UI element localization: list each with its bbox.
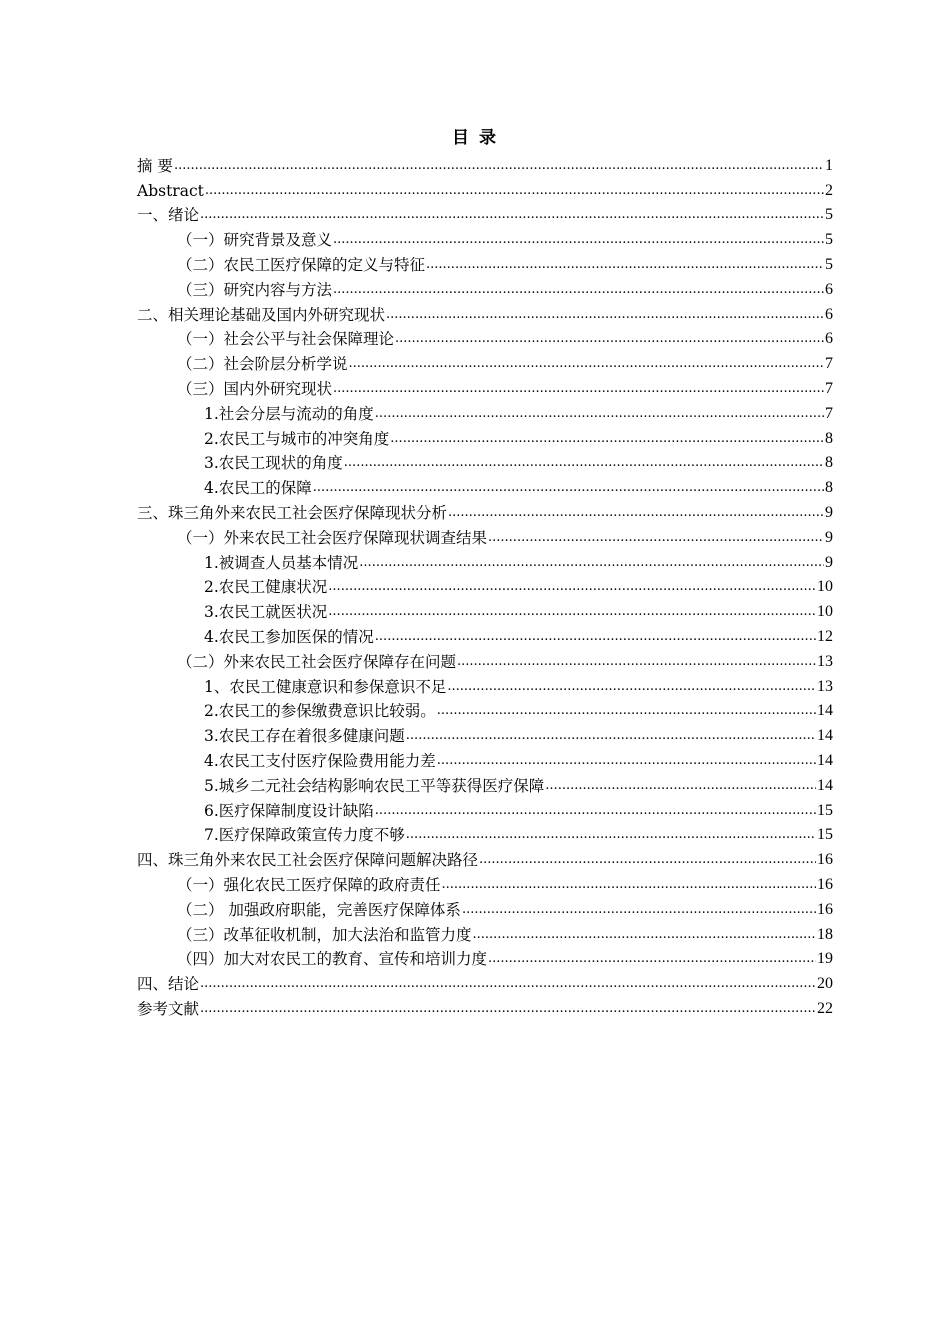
toc-entry-page: 9 <box>825 553 833 571</box>
toc-entry[interactable] <box>137 498 833 523</box>
toc-entry-page: 5 <box>825 255 833 273</box>
dot-leader <box>333 282 824 298</box>
toc-entry-page: 15 <box>817 801 833 819</box>
toc-entry-title: 1、农民工健康意识和参保意识不足 <box>204 677 447 696</box>
dot-leader <box>545 778 816 794</box>
toc-entry-title: （三）研究内容与方法 <box>177 280 333 299</box>
dot-leader <box>200 976 816 992</box>
toc-entry-page: 19 <box>817 950 833 968</box>
toc-entry-page: 9 <box>825 528 833 546</box>
toc-entry-title: （二） 加强政府职能，完善医疗保障体系 <box>177 900 461 919</box>
toc-entry-title: 5.城乡二元社会结构影响农民工平等获得医疗保障 <box>204 776 545 795</box>
toc-entry-page: 1 <box>825 156 833 174</box>
dot-leader <box>328 579 816 595</box>
toc-entry-page: 16 <box>817 851 833 869</box>
toc-entry[interactable] <box>137 399 833 424</box>
dot-leader <box>447 679 816 695</box>
dot-leader <box>479 852 816 868</box>
toc-entry[interactable] <box>137 821 833 846</box>
dot-leader <box>344 455 824 471</box>
table-of-contents <box>137 151 833 1019</box>
toc-entry-title: 3.农民工存在着很多健康问题 <box>204 727 405 746</box>
toc-entry[interactable] <box>137 969 833 994</box>
toc-entry-page: 13 <box>817 652 833 670</box>
toc-entry[interactable] <box>137 721 833 746</box>
dot-leader <box>406 728 816 744</box>
toc-entry-page: 7 <box>825 379 833 397</box>
toc-entry-page: 22 <box>817 999 833 1017</box>
dot-leader <box>406 827 816 843</box>
toc-entry[interactable] <box>137 250 833 275</box>
toc-entry-title: （三）国内外研究现状 <box>177 379 333 398</box>
toc-entry-page: 13 <box>817 677 833 695</box>
toc-entry[interactable] <box>137 870 833 895</box>
toc-entry-title: 三、珠三角外来农民工社会医疗保障现状分析 <box>137 503 448 522</box>
dot-leader <box>205 183 824 199</box>
toc-entry-page: 9 <box>825 503 833 521</box>
toc-entry[interactable] <box>137 523 833 548</box>
toc-entry[interactable] <box>137 597 833 622</box>
toc-entry-page: 14 <box>817 702 833 720</box>
dot-leader <box>437 703 816 719</box>
toc-entry-page: 5 <box>825 231 833 249</box>
toc-entry[interactable] <box>137 473 833 498</box>
toc-entry-title: 3.农民工现状的角度 <box>204 454 343 473</box>
toc-entry-title: （四）加大对农民工的教育、宣传和培训力度 <box>177 950 488 969</box>
dot-leader <box>426 257 824 273</box>
toc-entry-page: 12 <box>817 627 833 645</box>
toc-entry-title: 3.农民工就医状况 <box>204 603 328 622</box>
toc-entry-page: 5 <box>825 206 833 224</box>
dot-leader <box>390 431 824 447</box>
toc-entry[interactable] <box>137 548 833 573</box>
toc-entry-page: 8 <box>825 479 833 497</box>
toc-entry-title: （二）外来农民工社会医疗保障存在问题 <box>177 652 457 671</box>
toc-entry-page: 14 <box>817 751 833 769</box>
dot-leader <box>333 381 824 397</box>
toc-entry-title: 7.医疗保障政策宣传力度不够 <box>204 826 405 845</box>
toc-entry[interactable] <box>137 225 833 250</box>
toc-entry-title: 4.农民工支付医疗保险费用能力差 <box>204 751 436 770</box>
toc-entry[interactable] <box>137 176 833 201</box>
toc-entry-title: （一）研究背景及意义 <box>177 231 333 250</box>
toc-entry[interactable] <box>137 300 833 325</box>
dot-leader <box>386 307 824 323</box>
toc-entry[interactable] <box>137 201 833 226</box>
toc-entry-title: Abstract <box>137 181 204 200</box>
dot-leader <box>328 604 816 620</box>
toc-entry[interactable] <box>137 746 833 771</box>
toc-entry[interactable] <box>137 573 833 598</box>
dot-leader <box>473 927 816 943</box>
dot-leader <box>359 555 824 571</box>
toc-entry-title: 四、珠三角外来农民工社会医疗保障问题解决路径 <box>137 851 479 870</box>
dot-leader <box>349 356 824 372</box>
toc-entry-page: 6 <box>825 330 833 348</box>
toc-entry-title: 二、相关理论基础及国内外研究现状 <box>137 305 386 324</box>
dot-leader <box>442 877 816 893</box>
toc-entry-title: 摘 要 <box>137 156 173 175</box>
toc-entry-page: 14 <box>817 776 833 794</box>
dot-leader <box>375 629 816 645</box>
toc-entry[interactable] <box>137 151 833 176</box>
dot-leader <box>333 232 824 248</box>
dot-leader <box>200 207 824 223</box>
toc-entry-page: 7 <box>825 404 833 422</box>
toc-entry-page: 16 <box>817 875 833 893</box>
toc-entry-title: 2.农民工与城市的冲突角度 <box>204 429 390 448</box>
toc-entry-page: 14 <box>817 727 833 745</box>
page-title: 目 录 <box>452 128 498 148</box>
toc-entry-title: 参考文献 <box>137 999 200 1018</box>
toc-entry[interactable] <box>137 374 833 399</box>
toc-entry[interactable] <box>137 994 833 1019</box>
toc-entry-page: 7 <box>825 355 833 373</box>
toc-entry-title: 1.被调查人员基本情况 <box>204 553 359 572</box>
toc-entry-page: 20 <box>817 975 833 993</box>
dot-leader <box>457 654 816 670</box>
toc-entry[interactable] <box>137 845 833 870</box>
toc-entry[interactable] <box>137 449 833 474</box>
toc-entry[interactable] <box>137 895 833 920</box>
toc-entry-page: 2 <box>825 181 833 199</box>
toc-entry[interactable] <box>137 647 833 672</box>
toc-entry-title: （一）外来农民工社会医疗保障现状调查结果 <box>177 528 488 547</box>
toc-entry-title: （一）社会公平与社会保障理论 <box>177 330 395 349</box>
toc-entry[interactable] <box>137 325 833 350</box>
toc-entry-title: （一）强化农民工医疗保障的政府责任 <box>177 875 441 894</box>
toc-entry[interactable] <box>137 672 833 697</box>
toc-entry[interactable] <box>137 622 833 647</box>
toc-entry[interactable] <box>137 349 833 374</box>
toc-entry-page: 6 <box>825 305 833 323</box>
toc-entry-title: （二）农民工医疗保障的定义与特征 <box>177 255 426 274</box>
toc-entry-page: 8 <box>825 429 833 447</box>
toc-entry[interactable] <box>137 697 833 722</box>
dot-leader <box>488 951 816 967</box>
toc-entry-title: 四、结论 <box>137 975 200 994</box>
dot-leader <box>313 480 824 496</box>
toc-entry-page: 10 <box>817 578 833 596</box>
toc-entry-title: 4.农民工参加医保的情况 <box>204 627 374 646</box>
dot-leader <box>448 505 824 521</box>
toc-entry[interactable] <box>137 424 833 449</box>
toc-entry-page: 6 <box>825 280 833 298</box>
toc-entry-title: 6.医疗保障制度设计缺陷 <box>204 801 374 820</box>
toc-entry-title: （三）改革征收机制，加大法治和监管力度 <box>177 925 472 944</box>
toc-entry[interactable] <box>137 275 833 300</box>
toc-entry[interactable] <box>137 796 833 821</box>
toc-entry-title: （二）社会阶层分析学说 <box>177 355 348 374</box>
toc-entry-page: 15 <box>817 826 833 844</box>
dot-leader <box>462 902 816 918</box>
toc-entry-page: 8 <box>825 454 833 472</box>
dot-leader <box>375 406 824 422</box>
toc-entry-title: 1.社会分层与流动的角度 <box>204 404 374 423</box>
toc-entry[interactable] <box>137 945 833 970</box>
dot-leader <box>375 803 816 819</box>
toc-entry-title: 2.农民工的参保缴费意识比较弱。 <box>204 702 436 721</box>
toc-entry-page: 16 <box>817 900 833 918</box>
toc-entry-page: 18 <box>817 925 833 943</box>
dot-leader <box>200 1001 816 1017</box>
toc-entry-title: 2.农民工健康状况 <box>204 578 328 597</box>
dot-leader <box>488 530 824 546</box>
toc-entry-page: 10 <box>817 603 833 621</box>
toc-entry[interactable] <box>137 771 833 796</box>
toc-entry[interactable] <box>137 920 833 945</box>
dot-leader <box>395 331 824 347</box>
toc-entry-title: 4.农民工的保障 <box>204 479 312 498</box>
dot-leader <box>437 753 816 769</box>
dot-leader <box>174 158 824 174</box>
toc-entry-title: 一、绪论 <box>137 206 200 225</box>
